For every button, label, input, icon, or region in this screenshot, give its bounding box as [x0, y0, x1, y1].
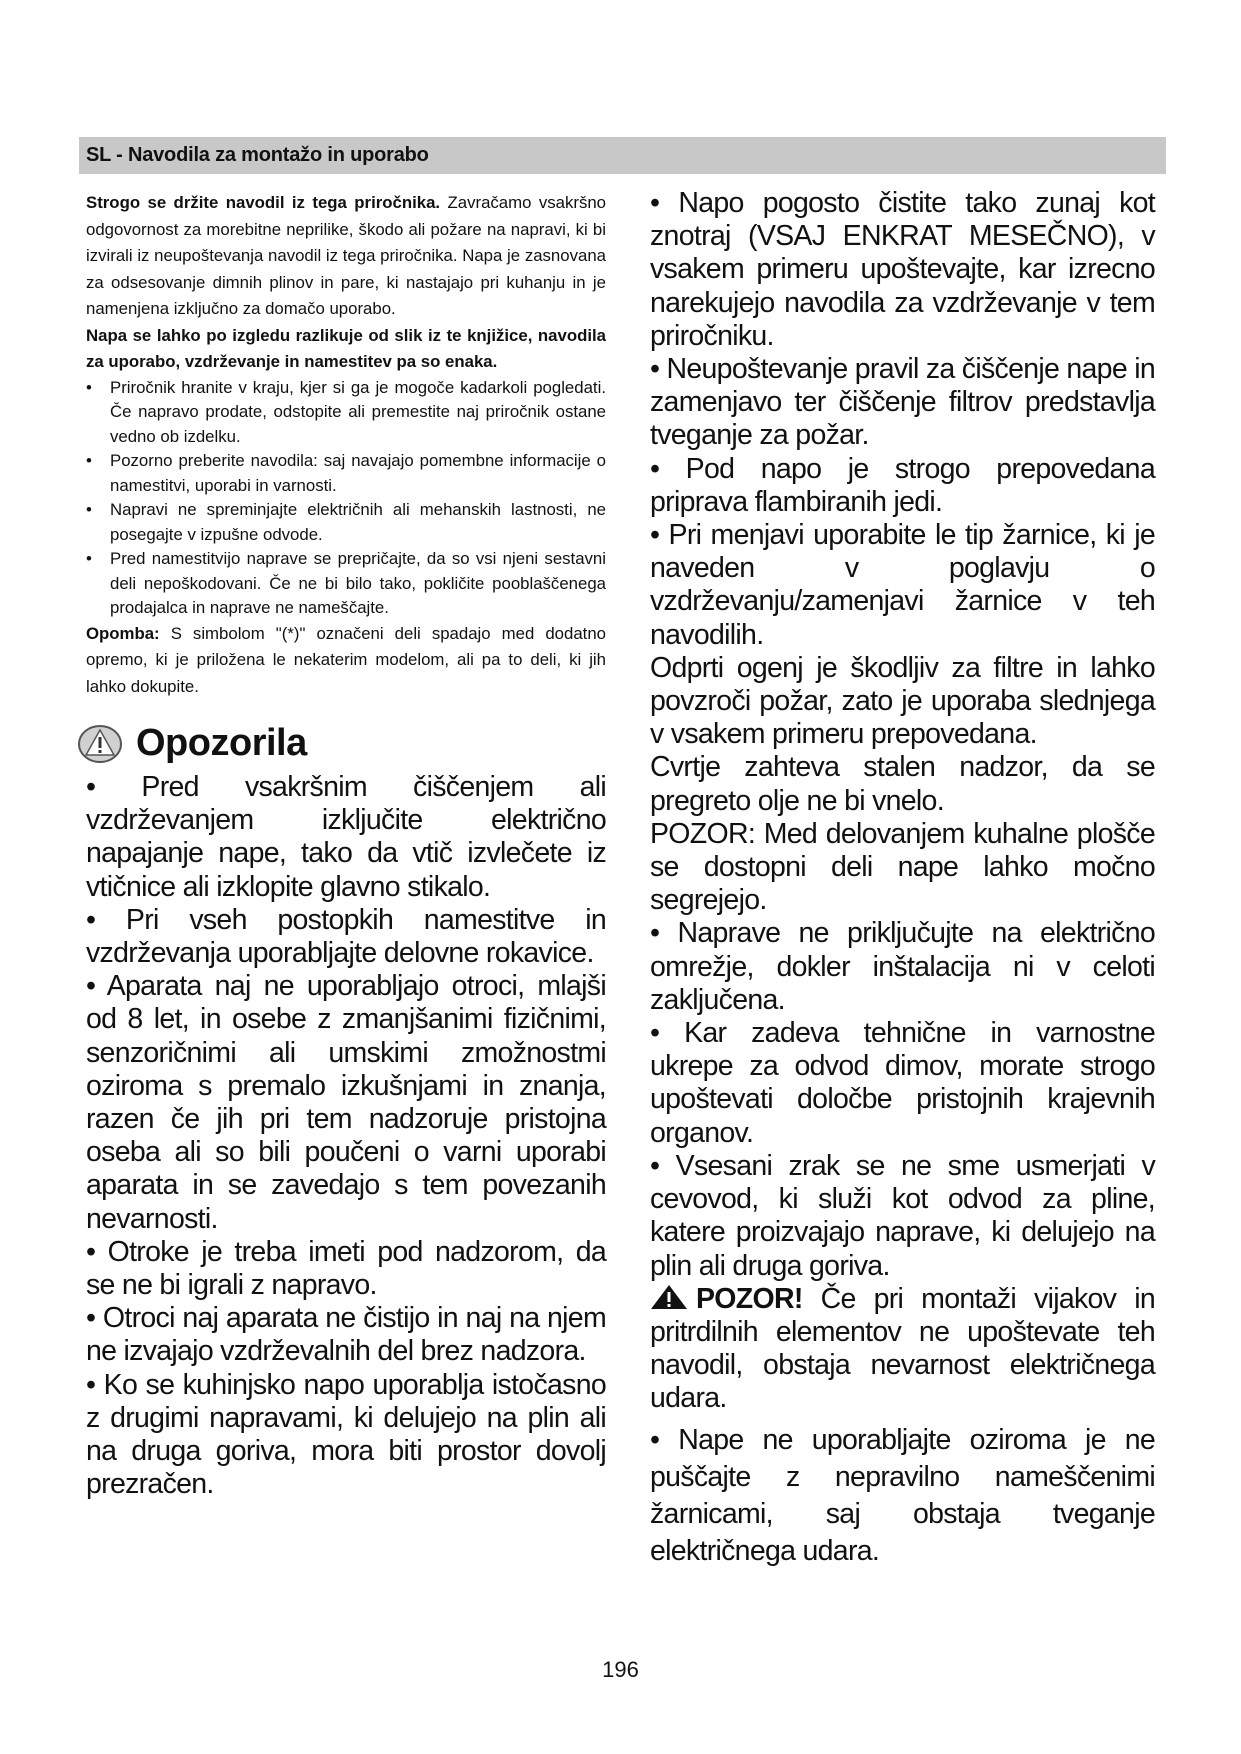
warning-item: • Aparata naj ne uporabljajo otroci, mlajši od 8 let, in osebe z zmanjšanimi fizičnimi, senzoričnimi ali umskimi zmožnostmi oziroma s premalo izkušnjami in znanja, razen če jih pri tem nadzoruje pristojna oseba ali so bili poučeni o varni uporabi aparata in se zavedajo s tem povezanih nevarnosti. — [86, 970, 606, 1235]
warnings-title: Opozorila — [136, 722, 307, 764]
warning-item: • Pri vseh postopkih namestitve in vzdrževanja uporabljajte delovne rokavice. — [86, 903, 606, 970]
right-column — [650, 187, 1155, 1570]
warning-icon — [78, 724, 122, 764]
intro-note-bold: Napa se lahko po izgledu razlikuje od slik iz te knjižice, navodila za uporabo, vzdrževanje in namestitev pa so enaka. — [86, 325, 606, 371]
intro-paragraph — [86, 190, 606, 323]
warning-item: • Napo pogosto čistite tako zunaj kot znotraj (VSAJ ENKRAT MESEČNO), v vsakem primeru upoštevajte, kar izrecno narekujejo navodila za vzdrževanje v tem priročniku. — [650, 187, 1155, 352]
warning-item: • Pred vsakršnim čiščenjem ali vzdrževanjem izključite električno napajanje nape, tako da vtič izvlečete iz vtičnice ali izklopite glavno stikalo. — [86, 771, 606, 903]
warning-item: • Pod napo je strogo prepovedana priprava flambiranih jedi. — [650, 452, 1155, 518]
intro-text: Zavračamo vsakršno odgovornost za morebitne neprilike, škodo ali požare na napravi, ki bi izvirali iz neupoštevanja navodil iz tega priročnika. Napa je zasnovana za odsesovanje dimnih plinov in pare, ki nastajajo pri kuhanju in je namenjena izključno za domačo uporabo. — [86, 193, 607, 318]
warning-item: • Pri menjavi uporabite le tip žarnice, ki je naveden v poglavju o vzdrževanju/zamenjavi žarnice v teh navodilih. — [650, 519, 1155, 651]
note-paragraph: Opomba: S simbolom "(*)" označeni deli spadajo med dodatno opremo, ki je priložena le nekaterim modelom, ali pa to deli, ki jih lahko dokupite. — [86, 623, 606, 696]
note-label: Opomba: — [86, 623, 160, 643]
pozor-label: POZOR! — [696, 1282, 803, 1315]
warning-item: Cvrtje zahteva stalen nadzor, da se pregreto olje ne bi vnelo. — [650, 751, 1155, 817]
warning-item: Odprti ogenj je škodljiv za filtre in lahko povzroči požar, zato je uporaba slednjega v vsakem primeru prepovedana. — [650, 651, 1155, 751]
warning-item: • Kar zadeva tehnične in varnostne ukrepe za odvod dimov, morate strogo upoštevati določbe pristojnih krajevnih organov. — [650, 1017, 1155, 1149]
intro-bullet: • Pozorno preberite navodila: saj navajajo pomembne informacije o namestitvi, uporabi in varnosti. — [86, 451, 606, 495]
intro-bold: Strogo se držite navodil iz tega priročnika. — [86, 193, 441, 212]
intro-section — [86, 190, 606, 700]
hazard-triangle-icon — [650, 1284, 688, 1310]
warning-item: • Naprave ne priključujte na električno omrežje, dokler inštalacija ni v celoti zaključena. — [650, 917, 1155, 1016]
intro-bullet: • Napravi ne spreminjajte električnih ali mehanskih lastnosti, ne posegajte v izpušne odvode. — [86, 500, 606, 544]
warnings-heading — [78, 722, 606, 765]
header-bar — [79, 137, 1166, 174]
intro-bullet: • Priročnik hranite v kraju, kjer si ga je mogoče kadarkoli pogledati. Če napravo prodate, odstopite ali premestite naj priročnik ostane vedno ob izdelku. — [86, 377, 606, 446]
intro-bullet: • Pred namestitvijo naprave se prepričajte, da so vsi njeni sestavni deli nepoškodovani. Če ne bi bilo tako, pokličite pooblaščenega prodajalca in naprave ne nameščajte. — [86, 549, 606, 617]
warning-item: • Otroke je treba imeti pod nadzorom, da se ne bi igrali z napravo. — [86, 1235, 606, 1302]
warning-item-last: • Nape ne uporabljajte oziroma je ne puščajte z nepravilno nameščenimi žarnicami, saj obstaja tveganje električnega udara. — [650, 1423, 1155, 1567]
warnings-left — [86, 771, 606, 1501]
warning-item: • Ko se kuhinjsko napo uporablja istočasno z drugimi napravami, ki delujejo na plin ali na druga goriva, mora biti prostor dovolj prezračen. — [86, 1368, 606, 1501]
warning-item: • Vsesani zrak se ne sme usmerjati v cevovod, ki služi kot odvod za pline, katere proizvajajo naprave, ki delujejo na plin ali druga goriva. — [650, 1149, 1155, 1282]
warning-item: • Otroci naj aparata ne čistijo in naj na njem ne izvajajo vzdrževalnih del brez nadzora. — [86, 1302, 606, 1368]
warning-item: • Neupoštevanje pravil za čiščenje nape in zamenjavo ter čiščenje filtrov predstavlja tveganje za požar. — [650, 353, 1155, 452]
left-column — [86, 190, 606, 1501]
pozor-paragraph: POZOR! Če pri montaži vijakov in pritrdilnih elementov ne upoštevate teh navodil, obstaja nevarnost električnega udara. — [650, 1282, 1155, 1415]
page-number: 196 — [602, 1657, 639, 1682]
page-title: SL - Navodila za montažo in uporabo — [86, 144, 429, 166]
warning-item: POZOR: Med delovanjem kuhalne plošče se dostopni deli nape lahko močno segrejejo. — [650, 817, 1155, 917]
